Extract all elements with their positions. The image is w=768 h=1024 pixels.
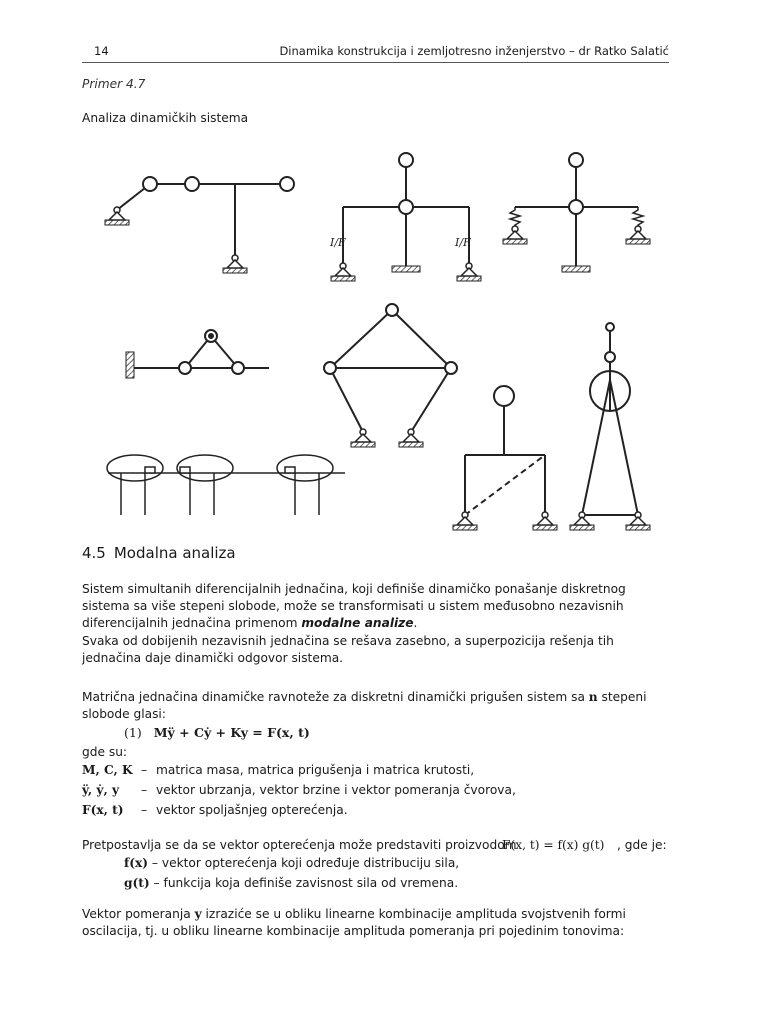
- system-5-frame: [324, 304, 457, 447]
- paragraph-5: [82, 906, 672, 940]
- sub-definition-text: – vektor opterećenja koji određuje distribuciju sila,: [148, 856, 460, 870]
- paragraph-4: [82, 837, 672, 854]
- section-heading: [82, 544, 236, 562]
- dof-symbol: n: [588, 690, 598, 704]
- section-title: Modalna analiza: [113, 544, 236, 562]
- paragraph-3-after: stepeni slobode glasi:: [82, 690, 647, 721]
- displacement-symbol: y: [194, 907, 202, 921]
- definition-symbol: M, C, K: [82, 763, 133, 777]
- definition-dash: –: [141, 783, 148, 797]
- definition-dash: –: [141, 803, 148, 817]
- figure-caption: Analiza dinamičkih sistema: [82, 111, 249, 125]
- running-title: Dinamika konstrukcija i zemljotresno inženjerstvo – dr Ratko Salatić: [279, 44, 669, 58]
- system-2-frame: [329, 153, 481, 281]
- load-formula: F(x, t) = f(x) g(t): [502, 838, 605, 852]
- sub-definition-text: – funkcija koja definiše zavisnost sila od vremena.: [149, 876, 459, 890]
- paragraph-1-end: .: [413, 616, 418, 630]
- system-6-bridge: [107, 455, 345, 515]
- system-1-frame: [105, 177, 294, 273]
- paragraph-5-before: Vektor pomeranja: [82, 907, 195, 921]
- sub-definition-symbol: f(x): [124, 856, 149, 870]
- system-8-tower: [570, 323, 650, 530]
- page-number: 14: [94, 44, 109, 58]
- example-label: Primer 4.7: [82, 77, 146, 91]
- definition-dash: –: [141, 763, 148, 777]
- paragraph-5-after: izraziće se u obliku linearne kombinacije amplituda svojstvenih formi oscilacija, tj. u obliku linearne kombinacije amplituda pomeranja pri pojedinim tonovima:: [82, 907, 626, 938]
- paragraph-2: Svaka od dobijenih nezavisnih jednačina se rešava zasebno, a superpozicija rešenja tih jednačina daje dinamički odgovor sistema.: [82, 634, 614, 665]
- definition-symbol: F(x, t): [82, 803, 124, 817]
- definition-symbol: ÿ, ẏ, y: [82, 783, 120, 797]
- definition-text: vektor ubrzanja, vektor brzine i vektor pomeranja čvorova,: [156, 783, 516, 797]
- paragraph-4-text: Pretpostavlja se da se vektor opterećenja može predstaviti proizvodom: [82, 838, 517, 852]
- system-4-truss: [126, 330, 269, 378]
- sub-definition-row: [124, 876, 458, 890]
- support-label-right: I/F: [455, 236, 471, 249]
- paragraph-4-tail: , gde je:: [617, 838, 667, 852]
- equation-number: (1): [124, 725, 142, 740]
- paragraph-1: [82, 581, 672, 632]
- section-number: 4.5: [82, 544, 106, 562]
- paragraph-1-text: Sistem simultanih diferencijalnih jednačina, koji definiše dinamičko ponašanje diskretnog sistema sa više stepeni slobode, može se transformisati u sistem međusobno nezavisnih diferencijalnih jednačina primenom: [82, 582, 626, 630]
- definition-text: vektor spoljašnjeg opterećenja.: [156, 803, 348, 817]
- system-7-braced-frame: [453, 386, 557, 530]
- where-label: gde su:: [82, 745, 128, 759]
- paragraph-3-before: Matrična jednačina dinamičke ravnoteže za diskretni dinamički prigušen sistem sa: [82, 690, 589, 704]
- paragraph-1-emphasis: modalne analize: [301, 616, 414, 630]
- sub-definition-row: [124, 856, 459, 870]
- equation-1: [124, 725, 310, 740]
- paragraph-3: [82, 689, 672, 723]
- sub-definition-symbol: g(t): [124, 876, 150, 890]
- equation-formula: Mÿ + Cẏ + Ky = F(x, t): [153, 725, 310, 740]
- support-label-left: I/F: [330, 236, 346, 249]
- definition-text: matrica masa, matrica prigušenja i matrica krutosti,: [156, 763, 475, 777]
- system-3-frame: [503, 153, 650, 272]
